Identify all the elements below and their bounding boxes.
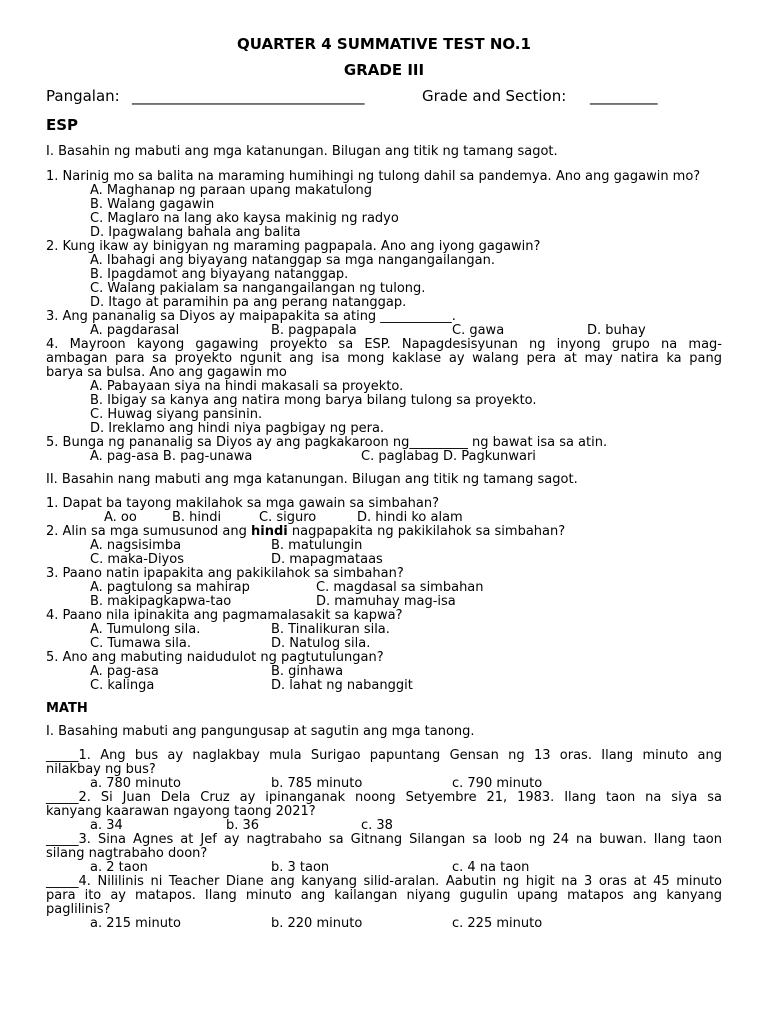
esp1-q1-option-c: C. Maglaro na lang ako kaysa makinig ng radyo — [90, 211, 399, 226]
esp1-q1-option-b: B. Walang gagawin — [90, 197, 215, 212]
math-q3-option-c: c. 4 na taon — [452, 860, 530, 875]
esp1-q4-option-a: A. Pabayaan siya na hindi makasali sa proyekto. — [90, 379, 404, 394]
math-q2-option-a: a. 34 — [90, 818, 123, 833]
esp1-q5-options-ab: A. pag-asa B. pag-unawa — [90, 449, 253, 464]
grade-section-label: Grade and Section: — [422, 87, 567, 105]
name-blank: _______________________________ — [132, 87, 365, 105]
esp1-q3-option-c: C. gawa — [452, 323, 505, 338]
esp2-q5-option-a: A. pag-asa — [90, 664, 159, 679]
esp2-q1: 1. Dapat ba tayong makilahok sa mga gawain sa simbahan? — [46, 496, 440, 511]
math-heading: MATH — [46, 701, 88, 716]
grade-level: GRADE III — [343, 61, 425, 79]
esp1-q5-options-cd: C. paglabag D. Pagkunwari — [361, 449, 536, 464]
math-q4-line3: paglilinis? — [46, 902, 111, 917]
math-q4-line1: _____4. Nililinis ni Teacher Diane ang kanyang silid-aralan. Aabutin ng higit na 3 oras at 45 minuto — [46, 874, 722, 889]
esp-part1-instruction: I. Basahin ng mabuti ang mga katanungan. Bilugan ang titik ng tamang sagot. — [46, 144, 558, 159]
math-q1-line1: _____1. Ang bus ay naglakbay mula Surigao papuntang Gensan ng 13 oras. Ilang minuto ang — [46, 748, 722, 763]
esp2-q1-option-b: B. hindi — [172, 510, 222, 525]
esp2-q3-option-b: B. makipagkapwa-tao — [90, 594, 232, 609]
esp1-q4-option-c: C. Huwag siyang pansinin. — [90, 407, 263, 422]
math-q1-option-c: c. 790 minuto — [452, 776, 543, 791]
esp1-q3-option-a: A. pagdarasal — [90, 323, 180, 338]
esp2-q4-option-a: A. Tumulong sila. — [90, 622, 201, 637]
esp2-q4: 4. Paano nila ipinakita ang pagmamalasakit sa kapwa? — [46, 608, 403, 623]
esp1-q4-option-b: B. Ibigay sa kanya ang natira mong barya bilang tulong sa proyekto. — [90, 393, 537, 408]
esp2-q2-option-d: D. mapagmataas — [271, 552, 383, 567]
math-q2-option-b: b. 36 — [226, 818, 260, 833]
esp1-q2-option-a: A. Ibahagi ang biyayang natanggap sa mga nangangailangan. — [90, 253, 495, 268]
math-q4-line2: para ito ay matapos. Ilang minuto ang kailangan niyang gugulin upang matapos ang kanyang — [46, 888, 722, 903]
esp1-q3-option-d: D. buhay — [587, 323, 646, 338]
math-q3-option-a: a. 2 taon — [90, 860, 148, 875]
math-q4-option-b: b. 220 minuto — [271, 916, 363, 931]
math-q2-line2: kanyang kaarawan ngayong taong 2021? — [46, 804, 316, 819]
esp1-q2-option-b: B. Ipagdamot ang biyayang natanggap. — [90, 267, 349, 282]
math-q4-option-c: c. 225 minuto — [452, 916, 543, 931]
esp1-q2-option-c: C. Walang pakialam sa nangangailangan ng tulong. — [90, 281, 426, 296]
math-q3-line1: _____3. Sina Agnes at Jef ay nagtrabaho sa Gitnang Silangan sa loob ng 24 na buwan. Ilang taon — [46, 832, 722, 847]
math-q1-option-a: a. 780 minuto — [90, 776, 181, 791]
math-q3-option-b: b. 3 taon — [271, 860, 330, 875]
esp1-q1-option-d: D. Ipagwalang bahala ang balita — [90, 225, 301, 240]
esp1-q2-option-d: D. Itago at paramihin pa ang perang natanggap. — [90, 295, 407, 310]
esp2-q4-option-d: D. Natulog sila. — [271, 636, 371, 651]
esp2-q5-option-b: B. ginhawa — [271, 664, 344, 679]
esp2-q1-option-c: C. siguro — [259, 510, 317, 525]
math-instruction: I. Basahing mabuti ang pangungusap at sagutin ang mga tanong. — [46, 724, 475, 739]
esp-heading: ESP — [46, 116, 79, 134]
esp-part2-instruction: II. Basahin nang mabuti ang mga katanungan. Bilugan ang titik ng tamang sagot. — [46, 472, 578, 487]
esp1-q4-line2: ambagan para sa proyekto ngunit ang isa mong kaklase ay walang pera at may natira ka pang — [46, 351, 722, 366]
math-q4-option-a: a. 215 minuto — [90, 916, 181, 931]
esp2-q2-pre: 2. Alin sa mga sumusunod ang — [46, 524, 252, 539]
esp2-q5-option-c: C. kalinga — [90, 678, 155, 693]
esp2-q2-emphasis: hindi — [251, 524, 288, 539]
grade-section-blank: _________ — [590, 87, 658, 105]
esp1-q4-line1: 4. Mayroon kayong gagawing proyekto sa ESP. Napagdesisyunan ng inyong grupo na mag- — [46, 337, 722, 352]
math-q1-line2: nilakbay ng bus? — [46, 762, 156, 777]
math-q1-option-b: b. 785 minuto — [271, 776, 363, 791]
esp1-q5: 5. Bunga ng pananalig sa Diyos ay ang pagkakaroon ng_________ ng bawat isa sa atin. — [46, 435, 608, 450]
test-title: QUARTER 4 SUMMATIVE TEST NO.1 — [237, 35, 531, 53]
esp2-q2-post: nagpapakita ng pakikilahok sa simbahan? — [287, 524, 566, 539]
name-field-label: Pangalan: — [46, 87, 120, 105]
esp2-q4-option-b: B. Tinalikuran sila. — [271, 622, 390, 637]
esp2-q3-option-a: A. pagtulong sa mahirap — [90, 580, 250, 595]
esp2-q1-option-d: D. hindi ko alam — [357, 510, 463, 525]
esp2-q1-option-a: A. oo — [104, 510, 137, 525]
esp1-q4-line3: barya sa bulsa. Ano ang gagawin mo — [46, 365, 287, 380]
esp1-q3: 3. Ang pananalig sa Diyos ay maipapakita sa ating ___________. — [46, 309, 456, 324]
esp2-q2 — [46, 525, 565, 539]
math-q2-line1: _____2. Si Juan Dela Cruz ay ipinanganak noong Setyembre 21, 1983. Ilang taon na siya sa — [46, 790, 722, 805]
esp2-q2-option-a: A. nagsisimba — [90, 538, 182, 553]
esp1-q1: 1. Narinig mo sa balita na maraming humihingi ng tulong dahil sa pandemya. Ano ang gagawin mo? — [46, 169, 701, 184]
esp2-q2-option-c: C. maka-Diyos — [90, 552, 184, 567]
esp2-q5: 5. Ano ang mabuting naidudulot ng pagtutulungan? — [46, 650, 384, 665]
esp2-q3: 3. Paano natin ipapakita ang pakikilahok sa simbahan? — [46, 566, 404, 581]
esp2-q4-option-c: C. Tumawa sila. — [90, 636, 192, 651]
esp1-q4-option-d: D. Ireklamo ang hindi niya pagbigay ng pera. — [90, 421, 385, 436]
math-q3-line2: silang nagtrabaho doon? — [46, 846, 208, 861]
esp1-q3-option-b: B. pagpapala — [271, 323, 357, 338]
esp1-q1-option-a: A. Maghanap ng paraan upang makatulong — [90, 183, 373, 198]
esp1-q2: 2. Kung ikaw ay binigyan ng maraming pagpapala. Ano ang iyong gagawin? — [46, 239, 541, 254]
esp2-q5-option-d: D. lahat ng nabanggit — [271, 678, 413, 693]
esp2-q3-option-d: D. mamuhay mag-isa — [316, 594, 456, 609]
esp2-q2-option-b: B. matulungin — [271, 538, 363, 553]
math-q2-option-c: c. 38 — [361, 818, 393, 833]
esp2-q3-option-c: C. magdasal sa simbahan — [316, 580, 484, 595]
